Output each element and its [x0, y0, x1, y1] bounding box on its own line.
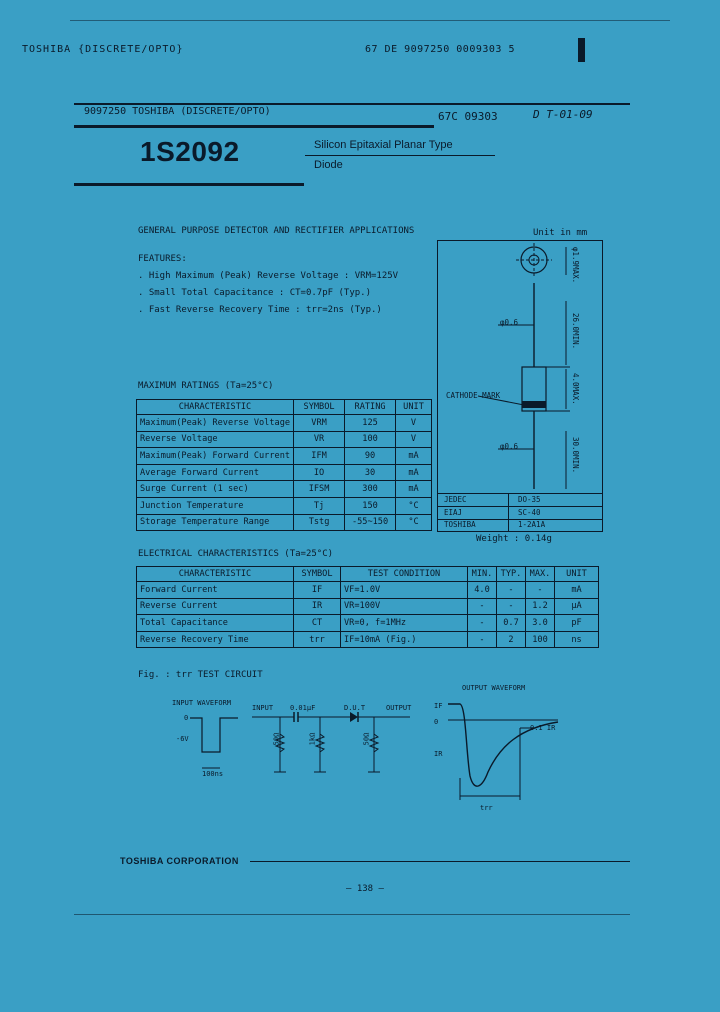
cell: Average Forward Current — [137, 464, 294, 481]
lead-dia-bottom: φ0.6 — [500, 442, 519, 451]
feature-3: . Fast Reverse Recovery Time : trr=2ns (Typ.) — [138, 305, 382, 315]
feature-2: . Small Total Capacitance : CT=0.7pF (Typ.) — [138, 288, 371, 298]
circuit-input-label: INPUT — [252, 704, 274, 712]
code-value: DO-35 — [518, 495, 541, 504]
r2-label: 1kΩ — [308, 732, 317, 746]
input-width-label: 100ns — [202, 770, 224, 778]
max-ratings-heading: MAXIMUM RATINGS (Ta=25°C) — [138, 381, 274, 391]
codes-divider — [508, 493, 509, 531]
cell: IFM — [294, 448, 345, 465]
cathode-label: CATHODE MARK — [446, 391, 501, 400]
cell: mA — [396, 448, 432, 465]
cell: pF — [555, 615, 599, 632]
max-ratings-table — [136, 399, 432, 531]
table-row — [137, 497, 432, 514]
table-row — [137, 582, 599, 599]
table-row — [137, 431, 432, 448]
cell: 150 — [345, 497, 396, 514]
table-row — [137, 514, 432, 531]
lead-dia-top: φ0.6 — [500, 318, 519, 327]
cell: 1.2 — [526, 598, 555, 615]
cell: IFSM — [294, 481, 345, 498]
cell: - — [468, 631, 497, 648]
input-zero-label: 0 — [184, 714, 189, 722]
zero-label: 0 — [434, 718, 439, 726]
cell: Tstg — [294, 514, 345, 531]
cell: CT — [294, 615, 341, 632]
cell: VF=1.0V — [341, 582, 468, 599]
circuit-output-label: OUTPUT — [386, 704, 412, 712]
title-rule-mid — [74, 125, 434, 128]
features-heading: FEATURES: — [138, 254, 187, 264]
handwritten-code: D T-01-09 — [533, 108, 593, 121]
test-circuit — [250, 712, 420, 778]
codes-rule-2 — [438, 506, 602, 507]
input-waveform-label: INPUT WAVEFORM — [172, 699, 232, 707]
col-unit: UNIT — [396, 400, 432, 415]
code-value: SC-40 — [518, 508, 541, 517]
cell: VR — [294, 431, 345, 448]
cell: mA — [396, 481, 432, 498]
dut-label: D.U.T — [344, 704, 366, 712]
type-rule — [305, 155, 495, 156]
cell: Reverse Current — [137, 598, 294, 615]
codes-rule-1 — [438, 493, 602, 494]
cell: - — [468, 598, 497, 615]
col-characteristic: CHARACTERISTIC — [137, 567, 294, 582]
output-waveform-graphic — [446, 692, 560, 802]
code-label: EIAJ — [444, 508, 463, 517]
r3-label: 50Ω — [362, 732, 371, 746]
page-number: — 138 — — [346, 884, 384, 894]
input-waveform-graphic — [190, 706, 240, 778]
table-row — [137, 415, 432, 432]
input-level-label: -6V — [176, 735, 189, 743]
col-unit: UNIT — [555, 567, 599, 582]
cell: IF=10mA (Fig.) — [341, 631, 468, 648]
footer-company: TOSHIBA CORPORATION — [120, 856, 239, 866]
category: Diode — [314, 159, 343, 171]
table-row — [137, 615, 599, 632]
diode-symbol — [350, 712, 358, 722]
title-rule-bottom — [74, 183, 304, 186]
package-outline-box — [437, 240, 603, 532]
cell: IF — [294, 582, 341, 599]
cell: ns — [555, 631, 599, 648]
doc-code: 67C 09303 — [438, 110, 498, 123]
cell: 125 — [345, 415, 396, 432]
cell: mA — [555, 582, 599, 599]
title-rule-top — [74, 103, 630, 105]
cell: VR=0, f=1MHz — [341, 615, 468, 632]
dim-lead-length-bottom: 30.0MIN. — [571, 437, 580, 474]
cell: 4.0 — [468, 582, 497, 599]
table-row — [137, 464, 432, 481]
cell: Reverse Recovery Time — [137, 631, 294, 648]
elec-heading: ELECTRICAL CHARACTERISTICS (Ta=25°C) — [138, 549, 334, 559]
applications: GENERAL PURPOSE DETECTOR AND RECTIFIER APPLICATIONS — [138, 226, 415, 236]
cell: - — [497, 582, 526, 599]
cell: Maximum(Peak) Forward Current — [137, 448, 294, 465]
cell: VRM — [294, 415, 345, 432]
col-rating: RATING — [345, 400, 396, 415]
cell: V — [396, 415, 432, 432]
scan-line — [70, 20, 670, 21]
cell: 90 — [345, 448, 396, 465]
table-header-row — [137, 400, 432, 415]
cell: 3.0 — [526, 615, 555, 632]
dim-lead-length-top: 26.0MIN. — [571, 313, 580, 350]
col-min: MIN. — [468, 567, 497, 582]
code-label: TOSHIBA — [444, 520, 476, 529]
col-characteristic: CHARACTERISTIC — [137, 400, 294, 415]
capacitor-label: 0.01μF — [290, 704, 316, 712]
input-pulse — [190, 718, 238, 752]
cell: 30 — [345, 464, 396, 481]
cell: - — [497, 598, 526, 615]
cell: Reverse Voltage — [137, 431, 294, 448]
col-symbol: SYMBOL — [294, 567, 341, 582]
table-row — [137, 448, 432, 465]
table-row — [137, 631, 599, 648]
cell: Forward Current — [137, 582, 294, 599]
cell: μA — [555, 598, 599, 615]
trr-label: trr — [480, 804, 493, 812]
cell: Maximum(Peak) Reverse Voltage — [137, 415, 294, 432]
cell: 300 — [345, 481, 396, 498]
cell: 100 — [526, 631, 555, 648]
cell: 100 — [345, 431, 396, 448]
cell: Junction Temperature — [137, 497, 294, 514]
package-weight: Weight : 0.14g — [476, 534, 552, 544]
cell: VR=100V — [341, 598, 468, 615]
dim-body-length: 4.0MAX. — [571, 373, 580, 405]
if-label: IF — [434, 702, 443, 710]
cell: - — [526, 582, 555, 599]
cell: trr — [294, 631, 341, 648]
col-typ: TYP. — [497, 567, 526, 582]
cell: Surge Current (1 sec) — [137, 481, 294, 498]
company-line: 9097250 TOSHIBA (DISCRETE/OPTO) — [84, 106, 271, 117]
cell: mA — [396, 464, 432, 481]
cell: IR — [294, 598, 341, 615]
header-mark — [578, 38, 585, 62]
feature-1: . High Maximum (Peak) Reverse Voltage : VRM=125V — [138, 271, 399, 281]
part-number: 1S2092 — [140, 136, 240, 167]
cell: -55~150 — [345, 514, 396, 531]
cell: Storage Temperature Range — [137, 514, 294, 531]
ir-point-label: 0.1 IR — [530, 724, 556, 732]
recovery-curve — [448, 704, 558, 786]
header-right-code: 67 DE 9097250 0009303 5 — [365, 44, 515, 55]
col-symbol: SYMBOL — [294, 400, 345, 415]
col-test-condition: TEST CONDITION — [341, 567, 468, 582]
ir-label: IR — [434, 750, 443, 758]
code-label: JEDEC — [444, 495, 467, 504]
page-bottom-rule — [74, 914, 630, 915]
cell: Tj — [294, 497, 345, 514]
code-value: 1-2A1A — [518, 520, 546, 529]
table-header-row — [137, 567, 599, 582]
cell: 2 — [497, 631, 526, 648]
cell: °C — [396, 514, 432, 531]
cathode-band — [522, 401, 546, 408]
type-line: Silicon Epitaxial Planar Type — [314, 139, 453, 151]
r1-label: 50Ω — [272, 732, 281, 746]
cell: - — [468, 615, 497, 632]
unit-note: Unit in mm — [533, 228, 588, 238]
cell: 0.7 — [497, 615, 526, 632]
cell: °C — [396, 497, 432, 514]
header-left: TOSHIBA {DISCRETE/OPTO} — [22, 44, 184, 55]
table-row — [137, 598, 599, 615]
cell: IO — [294, 464, 345, 481]
fig-caption: Fig. : trr TEST CIRCUIT — [138, 670, 263, 680]
cell: V — [396, 431, 432, 448]
footer-rule — [250, 861, 630, 862]
cell: Total Capacitance — [137, 615, 294, 632]
output-waveform-label: OUTPUT WAVEFORM — [462, 684, 526, 692]
table-row — [137, 481, 432, 498]
elec-table — [136, 566, 599, 648]
dim-diameter: φ1.9MAX. — [571, 247, 580, 284]
col-max: MAX. — [526, 567, 555, 582]
